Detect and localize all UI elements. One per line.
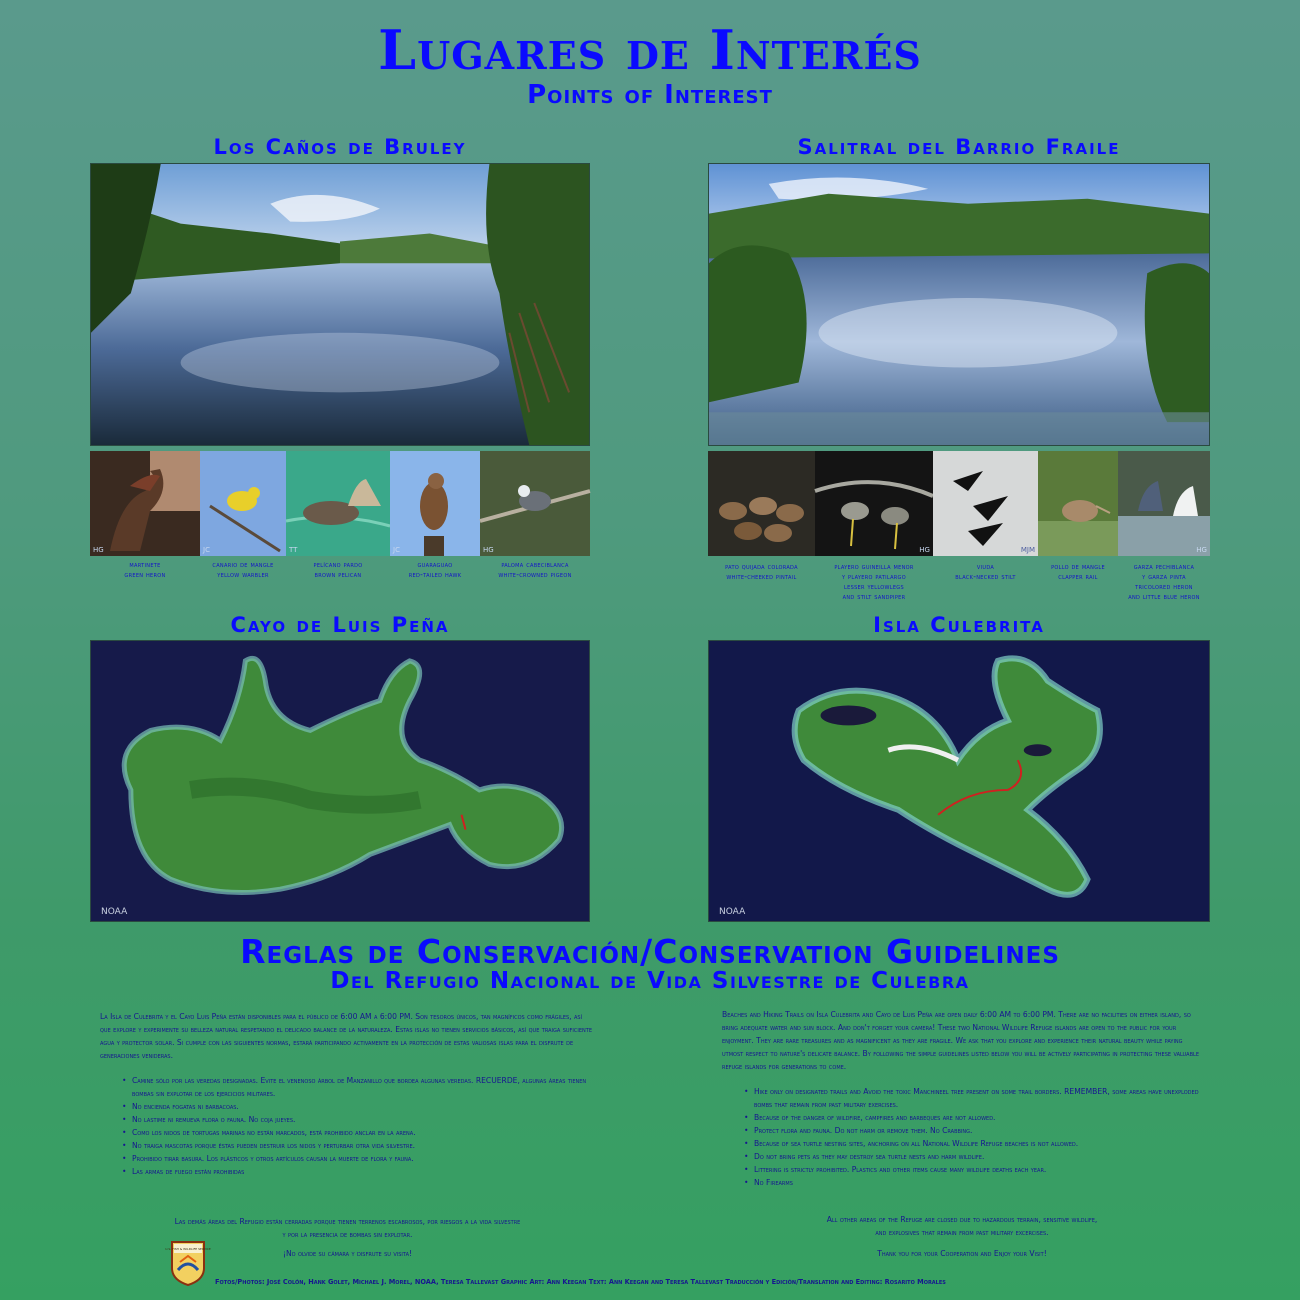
- fish-wildlife-service-logo: [165, 1240, 211, 1286]
- bird-photo-strip-fraile: [708, 451, 1210, 556]
- clapper-rail-photo: [1038, 451, 1118, 556]
- section-title-luis-pena: Cayo de Luis Peña: [230, 613, 450, 637]
- caption-white-crowned-pigeon: paloma cabeciblanca white-crowned pigeon: [498, 560, 572, 579]
- caption-tricolored-heron: garza pechiblanca y garza pinta tricolored heron and little blue heron: [1128, 562, 1200, 601]
- white-crowned-pigeon-photo: HG: [480, 451, 590, 556]
- rule-english: • Littering is strictly prohibited. Plastics and other items cause many wildlife deaths each year.: [744, 1163, 1202, 1176]
- guidelines-subtitle: Del Refugio Nacional de Vida Silvestre de Culebra: [330, 968, 970, 994]
- rule-english: • Hike only on designated trails and Avoid the toxic Manchineel tree present on some trail borders. REMEMBER, some areas have unexploded bombs that remain from past military exercises.: [744, 1085, 1202, 1111]
- guidelines-title: Reglas de Conservación/Conservation Guidelines: [240, 932, 1060, 971]
- rule-spanish: • Las armas de fuego están prohibidas: [122, 1165, 595, 1178]
- salt-pond-photo: [708, 163, 1210, 446]
- closing-english: All other areas of the Refuge are closed due to hazardous terrain, sensitive wildlife, and explosives that remain from past military excercises. Thank you for your Cooperation and Enjoy your Visit!: [826, 1215, 1098, 1258]
- rules-list-english: [744, 1085, 1202, 1189]
- rule-english: • Because of the danger of wildfire, campfires and barbeques are not allowed.: [744, 1111, 1202, 1124]
- yellow-warbler-photo: JC: [200, 451, 286, 556]
- mangrove-channel-photo: [90, 163, 590, 446]
- intro-spanish: La Isla de Culebrita y el Cayo Luis Peña están disponibles para el público de 6:00 AM a 6:00 PM. Son tesoros únicos, tan magníficos como frágiles, así que explore y experimente su belleza natural respetando el delicado balance de la naturaleza. Estas islas no tienen servicios básicos, así que traiga suficiente agua y protector solar. Si cumple con las siguientes normas, estará participando activamente en la protección de estas valiosas islas para el disfrute de generaciones venideras.: [100, 1012, 592, 1060]
- caption-green-heron: martinete green heron: [124, 560, 166, 579]
- caption-white-cheeked-pintail: pato quijada colorada white-cheeked pintail: [725, 562, 798, 581]
- section-title-culebrita: Isla Culebrita: [873, 613, 1045, 637]
- rule-english: • Protect flora and fauna. Do not harm or remove them. No Crabbing.: [744, 1124, 1202, 1137]
- intro-english: Beaches and Hiking Trails on Isla Culebrita and Cayo de Luis Peña are open daily 6:00 AM to 6:00 PM. There are no facilities on either island, so bring adequate water and sun block. And don't forget your camera! These two National Wildlife Refuge islands are open to the public for your enjoyment. They are rare treasures and as magnificent as they are fragile. We ask that you explore and experience their natural beauty while paying utmost respect to nature's delicate balance. By following the simple guidelines listed below you will be actively participating in protecting these valuable refuge islands for generations to come.: [722, 1010, 1199, 1071]
- rules-list-spanish: [122, 1074, 595, 1178]
- caption-red-tailed-hawk: guaraguao red-tailed hawk: [408, 560, 462, 579]
- bird-photo-strip-bruley: [90, 451, 590, 556]
- brown-pelican-photo: TT: [286, 451, 390, 556]
- rule-spanish: • Prohibido tirar basura. Los plásticos y otros artículos causan la muerte de flora y fauna.: [122, 1152, 595, 1165]
- tricolored-heron-photo: HG: [1118, 451, 1210, 556]
- section-title-fraile: Salitral del Barrio Fraile: [797, 135, 1121, 159]
- caption-yellowlegs-sandpiper: playero guineilla menor y playero patilargo lesser yellowlegs and stilt sandpiper: [834, 562, 914, 601]
- red-tailed-hawk-photo: JC: [390, 451, 480, 556]
- rule-english: • Do not bring pets as they may destroy sea turtle nests and harm wildlife.: [744, 1150, 1202, 1163]
- rule-spanish: • Como los nidos de tortugas marinas no están marcados, está prohibido anclar en la arena.: [122, 1126, 595, 1139]
- guidelines-english: [722, 1008, 1202, 1189]
- caption-clapper-rail: pollo de mangle clapper rail: [1051, 562, 1105, 581]
- culebrita-satellite-image: NOAA: [708, 640, 1210, 922]
- caption-yellow-warbler: canario de mangle yellow warbler: [212, 560, 274, 579]
- page-title: Lugares de Interés: [378, 18, 922, 82]
- rule-english: • Because of sea turtle nesting sites, anchoring on all National Wildlife Refuge beaches is not allowed.: [744, 1137, 1202, 1150]
- closing-spanish: Las demás áreas del Refugio están cerradas porque tienen terrenos escabrosos, por riesgos a la vida silvestre y por la presencia de bombas sin explotar. ¡No olvide su cámara y disfrute su visita!: [174, 1217, 521, 1258]
- svg-text:U.S. FISH & WILDLIFE SERVICE: U.S. FISH & WILDLIFE SERVICE: [165, 1247, 211, 1251]
- rule-english: • No Firearms: [744, 1176, 1202, 1189]
- section-title-bruley: Los Caños de Bruley: [213, 135, 467, 159]
- rule-spanish: • No lastime ni remueva flora o fauna. No coja jueyes.: [122, 1113, 595, 1126]
- green-heron-photo: HG: [90, 451, 200, 556]
- photo-credits: Fotos/Photos: José Colón, Hank Golet, Michael J. Morel, NOAA, Teresa Tallevast Graphic Art: Ann Keegan Text: Ann Keegan and Teresa Tallevast Traducción y Edición/Translation and Editing: Rosarito Morales: [215, 1278, 946, 1286]
- luis-pena-satellite-image: NOAA: [90, 640, 590, 922]
- guidelines-spanish: [100, 1010, 595, 1178]
- caption-brown-pelican: pelícano pardo brown pelican: [313, 560, 363, 579]
- yellowlegs-sandpiper-photo: HG: [815, 451, 933, 556]
- white-cheeked-pintail-photo: [708, 451, 815, 556]
- page-subtitle: Points of Interest: [527, 80, 773, 110]
- rule-spanish: • No encienda fogatas ni barbacoas.: [122, 1100, 595, 1113]
- caption-black-necked-stilt: viuda black-necked stilt: [955, 562, 1016, 581]
- black-necked-stilt-photo: MJM: [933, 451, 1038, 556]
- rule-spanish: • Camine sólo por las veredas designadas. Evite el venenoso árbol de Manzanillo que bordea algunas veredas. RECUERDE, algunas áreas tienen bombas sin explotar de los ejercicios militares.: [122, 1074, 595, 1100]
- rule-spanish: • No traiga mascotas porque éstas pueden destruir los nidos y perturbar otra vida silvestre.: [122, 1139, 595, 1152]
